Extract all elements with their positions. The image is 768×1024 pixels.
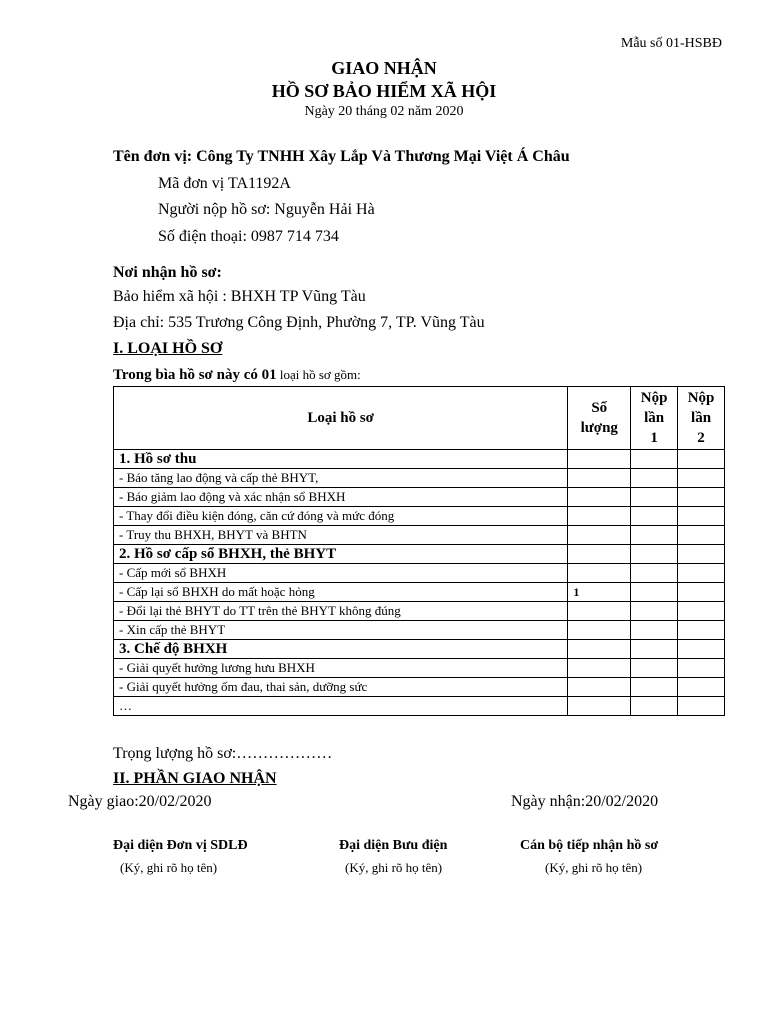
phone-number: Số điện thoại: 0987 714 734 (158, 228, 339, 245)
section1-intro-bold: Trong bìa hồ sơ này có 01 (113, 367, 277, 383)
header-sub1-line2: lần (644, 410, 665, 426)
signature-receiver-title: Cán bộ tiếp nhận hồ sơ (520, 838, 659, 853)
row-label: - Xin cấp thẻ BHYT (114, 621, 568, 640)
row-submission-1 (631, 488, 678, 507)
table-row (114, 621, 725, 640)
row-label: 1. Hồ sơ thu (114, 450, 568, 469)
header-document-type: Loại hồ sơ (114, 387, 568, 450)
section1-intro (113, 366, 361, 384)
row-submission-2 (678, 526, 725, 545)
row-label: - Giải quyết hưởng ốm đau, thai sản, dưỡng sức (114, 678, 568, 697)
row-submission-2 (678, 678, 725, 697)
signature-employer-note: (Ký, ghi rõ họ tên) (120, 860, 218, 875)
document-title: GIAO NHẬN (331, 58, 437, 78)
table-row (114, 488, 725, 507)
row-submission-1 (631, 640, 678, 659)
row-quantity (568, 602, 631, 621)
row-label: - Giải quyết hưởng lương hưu BHXH (114, 659, 568, 678)
row-quantity (568, 545, 631, 564)
receiver-address: Địa chỉ: 535 Trương Công Định, Phường 7, TP. Vũng Tàu (113, 314, 485, 331)
row-submission-2 (678, 602, 725, 621)
row-quantity (568, 469, 631, 488)
header-sub2-line3: 2 (697, 430, 705, 446)
row-quantity (568, 659, 631, 678)
unit-name: Tên đơn vị: Công Ty TNHH Xây Lắp Và Thương Mại Việt Á Châu (113, 148, 570, 165)
row-label: - Đổi lại thẻ BHYT do TT trên thẻ BHYT không đúng (114, 602, 568, 621)
table-row (114, 526, 725, 545)
row-quantity (568, 640, 631, 659)
row-quantity (568, 621, 631, 640)
row-quantity: 1 (568, 583, 631, 602)
table-section-row (114, 640, 725, 659)
row-submission-1 (631, 602, 678, 621)
unit-code: Mã đơn vị TA1192A (158, 175, 291, 192)
row-label: - Báo giảm lao động và xác nhận sổ BHXH (114, 488, 568, 507)
row-submission-2 (678, 564, 725, 583)
row-submission-1 (631, 545, 678, 564)
table-row (114, 507, 725, 526)
table-row (114, 659, 725, 678)
header-sub2-line1: Nộp (687, 390, 715, 406)
row-submission-1 (631, 526, 678, 545)
row-label: - Báo tăng lao động và cấp thẻ BHYT, (114, 469, 568, 488)
header-quantity-line1: Số (591, 400, 608, 416)
table-body (114, 450, 725, 716)
table-header-row (114, 387, 725, 450)
row-submission-1 (631, 564, 678, 583)
header-submission-2 (678, 387, 725, 450)
table-row (114, 469, 725, 488)
header-sub2-line2: lần (691, 410, 712, 426)
row-submission-2 (678, 545, 725, 564)
row-submission-2 (678, 469, 725, 488)
row-submission-2 (678, 450, 725, 469)
row-label: - Cấp mới sổ BHXH (114, 564, 568, 583)
signature-postoffice-note: (Ký, ghi rõ họ tên) (345, 860, 443, 875)
row-quantity (568, 564, 631, 583)
document-subtitle: HỒ SƠ BẢO HIỂM XÃ HỘI (271, 81, 497, 101)
header-sub1-line1: Nộp (640, 390, 668, 406)
row-submission-2 (678, 583, 725, 602)
row-submission-1 (631, 659, 678, 678)
receiver-heading: Nơi nhận hồ sơ: (113, 264, 222, 281)
header-quantity (568, 387, 631, 450)
header-sub1-line3: 1 (650, 430, 658, 446)
row-label: - Cấp lại sổ BHXH do mất hoặc hỏng (114, 583, 568, 602)
header-quantity-line2: lượng (580, 420, 618, 436)
header-submission-1 (631, 387, 678, 450)
row-quantity (568, 507, 631, 526)
row-submission-1 (631, 450, 678, 469)
row-submission-2 (678, 640, 725, 659)
row-quantity (568, 488, 631, 507)
table-section-row (114, 450, 725, 469)
table-row (114, 602, 725, 621)
section2-heading: II. PHẦN GIAO NHẬN (113, 770, 277, 787)
document-type-table (113, 386, 725, 716)
table-row (114, 564, 725, 583)
row-submission-2 (678, 507, 725, 526)
weight-line: Trọng lượng hồ sơ:……………… (113, 745, 333, 762)
section1-heading: I. LOẠI HỒ SƠ (113, 340, 223, 357)
row-submission-1 (631, 621, 678, 640)
send-date: Ngày giao:20/02/2020 (68, 793, 212, 810)
table-section-row (114, 545, 725, 564)
section1-intro-rest: loại hồ sơ gồm: (276, 367, 361, 382)
row-submission-2 (678, 659, 725, 678)
row-quantity (568, 450, 631, 469)
table-row (114, 697, 725, 716)
row-submission-2 (678, 697, 725, 716)
row-quantity (568, 697, 631, 716)
form-code: Mẫu số 01-HSBĐ (620, 36, 722, 51)
row-submission-1 (631, 507, 678, 526)
row-label: 2. Hồ sơ cấp sổ BHXH, thẻ BHYT (114, 545, 568, 564)
document-date: Ngày 20 tháng 02 năm 2020 (304, 104, 464, 119)
row-label: 3. Chế độ BHXH (114, 640, 568, 659)
row-submission-1 (631, 469, 678, 488)
row-submission-2 (678, 621, 725, 640)
row-label: … (114, 697, 568, 716)
table-row (114, 678, 725, 697)
receive-date: Ngày nhận:20/02/2020 (511, 793, 659, 810)
signature-employer-title: Đại diện Đơn vị SDLĐ (113, 838, 248, 853)
row-quantity (568, 526, 631, 545)
row-submission-2 (678, 488, 725, 507)
submitter-name: Người nộp hồ sơ: Nguyễn Hải Hà (158, 201, 375, 218)
row-quantity (568, 678, 631, 697)
row-label: - Thay đổi điều kiện đóng, căn cứ đóng và mức đóng (114, 507, 568, 526)
receiver-agency: Bảo hiểm xã hội : BHXH TP Vũng Tàu (113, 288, 366, 305)
table-row (114, 583, 725, 602)
row-submission-1 (631, 678, 678, 697)
signature-postoffice-title: Đại diện Bưu điện (339, 838, 448, 853)
row-submission-1 (631, 583, 678, 602)
row-submission-1 (631, 697, 678, 716)
signature-receiver-note: (Ký, ghi rõ họ tên) (545, 860, 643, 875)
row-label: - Truy thu BHXH, BHYT và BHTN (114, 526, 568, 545)
